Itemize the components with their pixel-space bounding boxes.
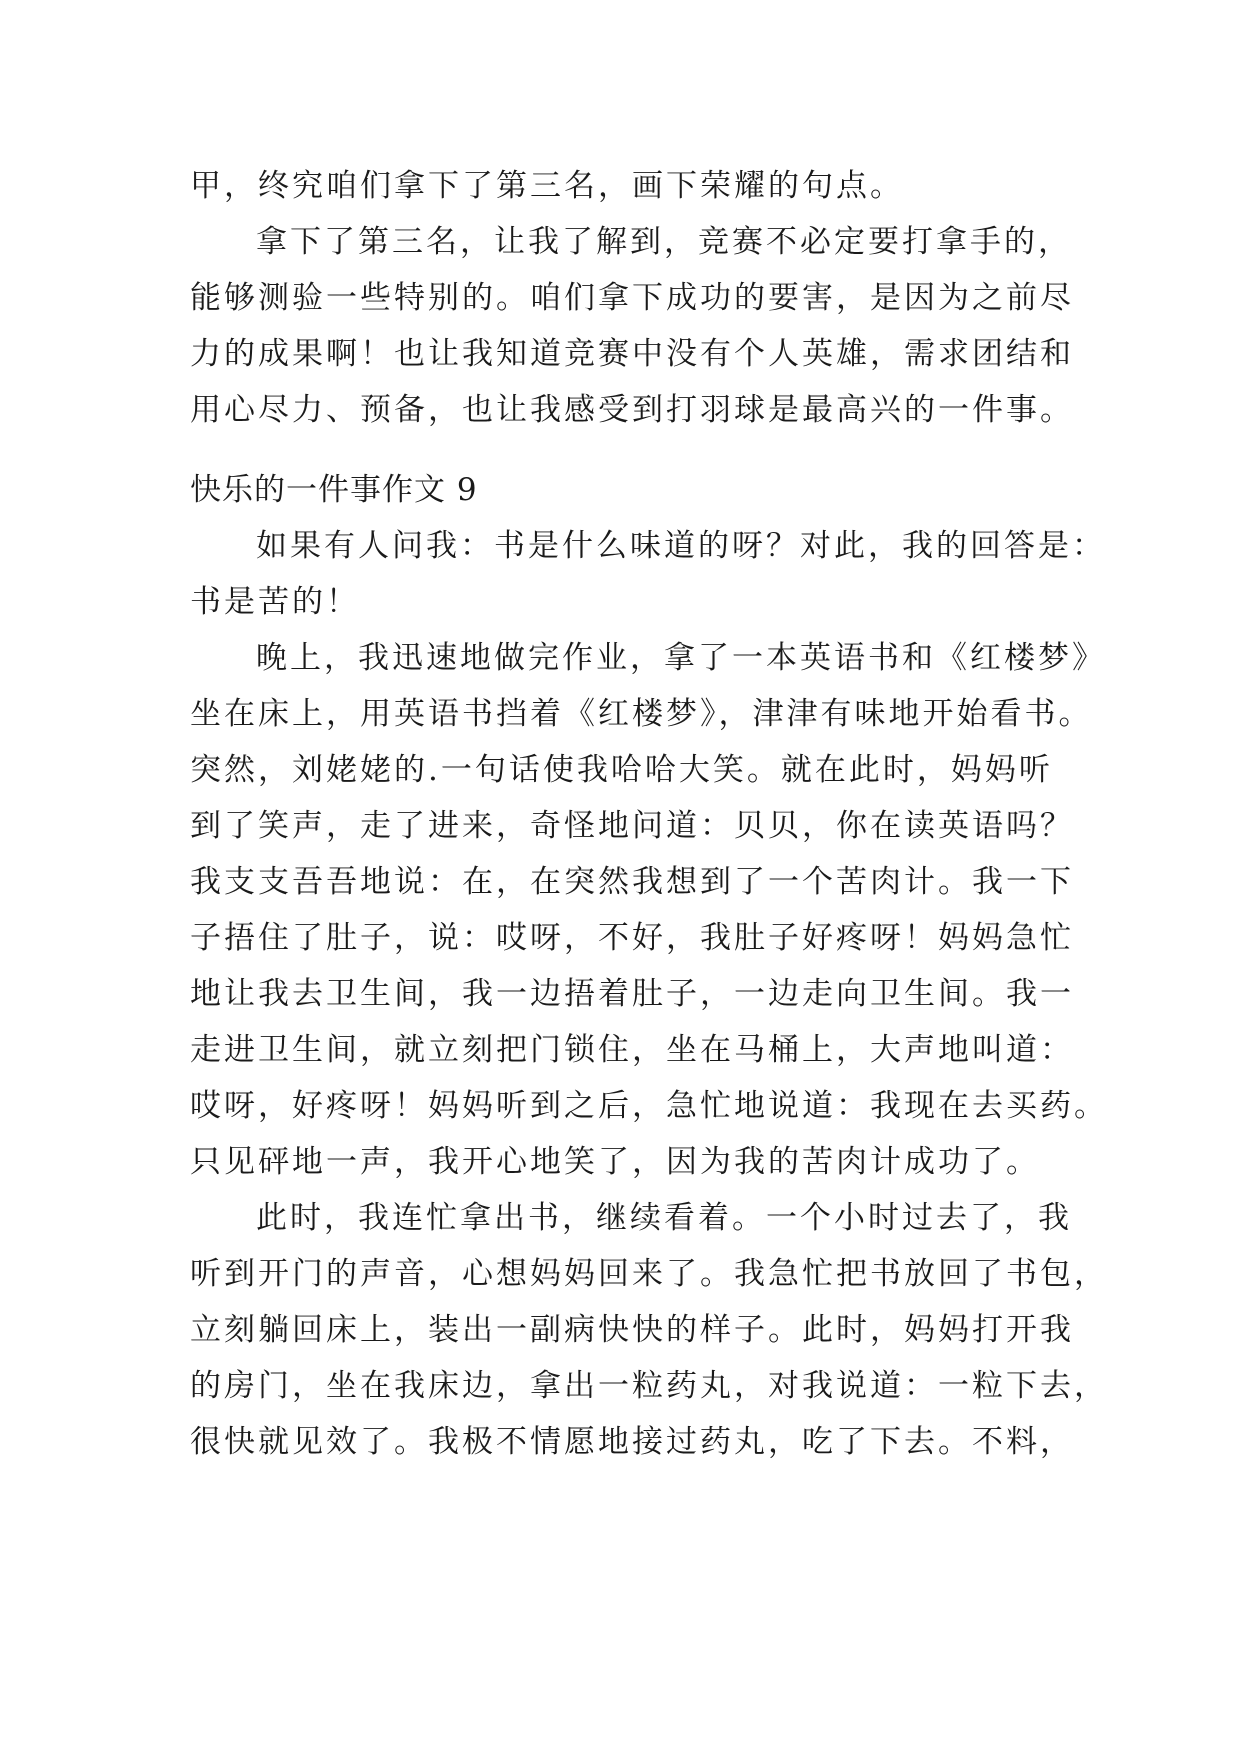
text-line: 拿下了第三名，让我了解到，竞赛不必定要打拿手的， xyxy=(256,224,1072,260)
text-line: 地让我去卫生间，我一边捂着肚子，一边走向卫生间。我一 xyxy=(190,976,1074,1012)
paragraph-reading xyxy=(190,1190,1108,1470)
text-line: 只见砰地一声，我开心地笑了，因为我的苦肉计成功了。 xyxy=(190,1144,1040,1180)
text-line: 的房门，坐在我床边，拿出一粒药丸，对我说道：一粒下去， xyxy=(190,1368,1108,1404)
paragraph-third-place xyxy=(190,214,1074,438)
text-line: 书是苦的！ xyxy=(190,584,360,620)
text-line: 到了笑声，走了进来，奇怪地问道：贝贝，你在读英语吗？ xyxy=(190,808,1074,844)
text-line: 突然，刘姥姥的.一句话使我哈哈大笑。就在此时，妈妈听 xyxy=(190,752,1053,788)
text-line: 坐在床上，用英语书挡着《红楼梦》，津津有味地开始看书。 xyxy=(190,696,1093,732)
text-line: 此时，我连忙拿出书，继续看着。一个小时过去了，我 xyxy=(256,1200,1072,1236)
section-title: 快乐的一件事作文 9 xyxy=(190,472,478,508)
text-line: 子捂住了肚子，说：哎呀，不好，我肚子好疼呀！妈妈急忙 xyxy=(190,920,1074,956)
text-line: 如果有人问我：书是什么味道的呀？对此，我的回答是： xyxy=(256,528,1106,564)
text-line: 我支支吾吾地说：在，在突然我想到了一个苦肉计。我一下 xyxy=(190,864,1074,900)
text-line: 走进卫生间，就立刻把门锁住，坐在马桶上，大声地叫道： xyxy=(190,1032,1074,1068)
paragraph-evening xyxy=(190,630,1108,1190)
text-line: 哎呀，好疼呀！妈妈听到之后，急忙地说道：我现在去买药。 xyxy=(190,1088,1108,1124)
text-line: 能够测验一些特别的。咱们拿下成功的要害，是因为之前尽 xyxy=(190,280,1074,316)
text-line: 很快就见效了。我极不情愿地接过药丸，吃了下去。不料， xyxy=(190,1424,1074,1460)
paragraph-question xyxy=(190,518,1106,630)
continuation-paragraph xyxy=(190,158,1060,214)
document-body xyxy=(190,158,1108,1470)
text-line: 晚上，我迅速地做完作业，拿了一本英语书和《红楼梦》 xyxy=(256,640,1106,676)
text-line: 听到开门的声音，心想妈妈回来了。我急忙把书放回了书包， xyxy=(190,1256,1108,1292)
text-line: 甲，终究咱们拿下了第三名，画下荣耀的句点。 xyxy=(190,168,904,204)
text-line: 力的成果啊！也让我知道竞赛中没有个人英雄，需求团结和 xyxy=(190,336,1074,372)
text-line: 用心尽力、预备，也让我感受到打羽球是最高兴的一件事。 xyxy=(190,392,1074,428)
text-line: 立刻躺回床上，装出一副病快快的样子。此时，妈妈打开我 xyxy=(190,1312,1074,1348)
